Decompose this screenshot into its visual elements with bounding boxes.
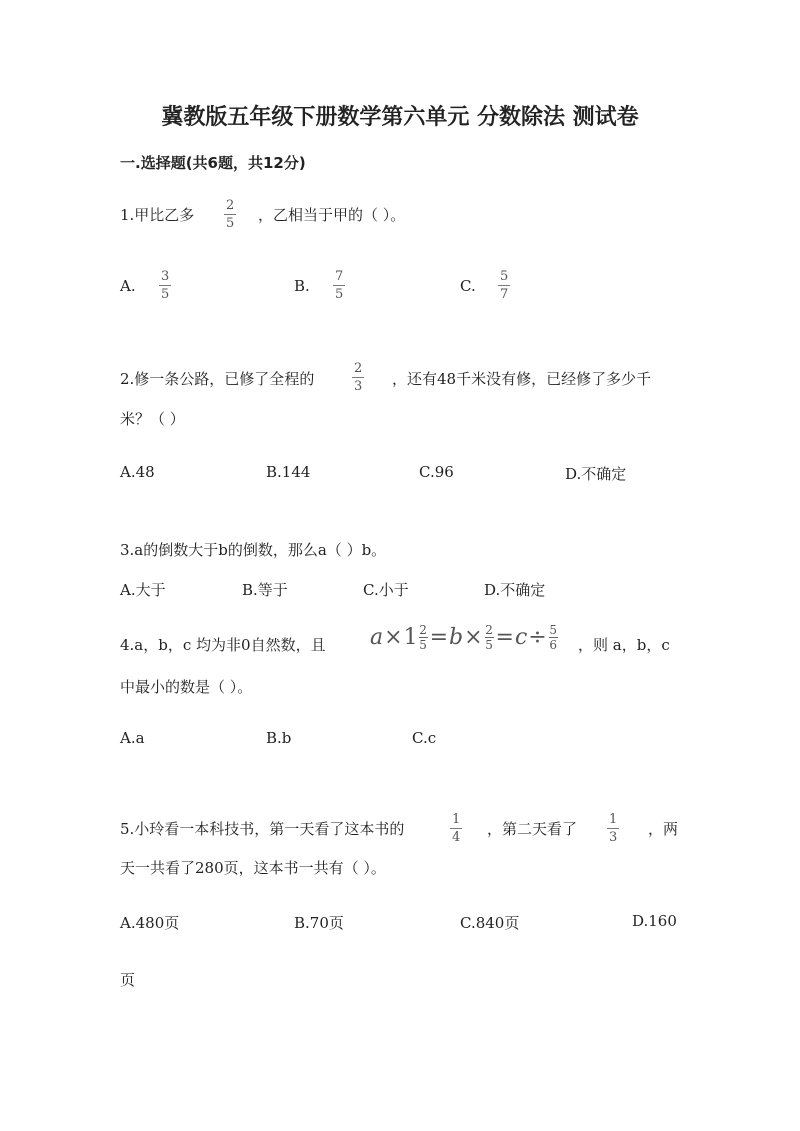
- question-5-text-cont2: ，两: [648, 820, 679, 838]
- fraction-numerator: 5: [549, 623, 558, 637]
- question-1-text: 1.甲比乙多: [120, 206, 195, 224]
- var-a: a: [370, 625, 384, 650]
- q1-option-c-label[interactable]: C.: [460, 277, 476, 295]
- fraction-denominator: 5: [335, 287, 344, 302]
- question-5-text-cont: ，第二天看了: [487, 820, 578, 838]
- q1-option-a-fraction: [159, 270, 171, 301]
- formula-fraction-2: [485, 624, 494, 651]
- question-3-text: 3.a的倒数大于b的倒数，那么a（ ）b。: [120, 541, 387, 559]
- q5-option-a[interactable]: A.480页: [120, 914, 180, 932]
- q4-option-b[interactable]: B.b: [266, 729, 292, 747]
- var-c: c: [514, 625, 528, 650]
- q2-option-b[interactable]: B.144: [266, 463, 311, 481]
- formula-fraction-3: [549, 624, 558, 651]
- question-2-text-line2: 米？（ ）: [120, 410, 185, 428]
- section-heading: 一.选择题(共6题，共12分): [120, 154, 306, 172]
- fraction-denominator: 5: [161, 287, 170, 302]
- fraction-denominator: 5: [485, 638, 493, 652]
- fraction-numerator: 5: [500, 269, 509, 284]
- question-1-text-cont: ，乙相当于甲的（ ）。: [258, 206, 406, 224]
- fraction-denominator: 4: [452, 830, 461, 845]
- fraction-denominator: 3: [354, 379, 363, 394]
- fraction-denominator: 3: [609, 830, 618, 845]
- q4-option-a[interactable]: A.a: [120, 729, 145, 747]
- fraction-numerator: 2: [485, 623, 493, 637]
- question-5-text: 5.小玲看一本科技书，第一天看了这本书的: [120, 820, 405, 838]
- q3-option-c[interactable]: C.小于: [363, 581, 409, 599]
- q3-option-b[interactable]: B.等于: [242, 581, 288, 599]
- question-2-fraction: [352, 362, 364, 393]
- q4-option-c[interactable]: C.c: [412, 729, 437, 747]
- q3-option-a[interactable]: A.大于: [120, 581, 166, 599]
- fraction-denominator: 5: [419, 638, 427, 652]
- question-2-text: 2.修一条公路，已修了全程的: [120, 370, 315, 388]
- equals-symbol: =: [429, 625, 448, 650]
- question-5-fraction-1: [450, 813, 462, 844]
- question-4-formula: [370, 624, 559, 651]
- fraction-numerator: 2: [419, 623, 427, 637]
- mixed-whole: 1: [403, 625, 418, 650]
- question-1-fraction: [224, 199, 236, 230]
- q2-option-c[interactable]: C.96: [419, 463, 454, 481]
- q2-option-d[interactable]: D.不确定: [565, 465, 627, 483]
- equals-symbol: =: [495, 625, 514, 650]
- fraction-denominator: 7: [500, 287, 509, 302]
- question-2-text-cont: ，还有48千米没有修，已经修了多少千: [392, 370, 652, 388]
- q5-option-d[interactable]: D.160: [632, 912, 677, 930]
- q1-option-a-label[interactable]: A.: [120, 277, 136, 295]
- q5-option-c[interactable]: C.840页: [460, 914, 520, 932]
- question-5-fraction-2: [607, 813, 619, 844]
- q1-option-c-fraction: [498, 270, 510, 301]
- fraction-numerator: 2: [226, 198, 235, 213]
- times-symbol: ×: [464, 625, 483, 650]
- var-b: b: [449, 625, 464, 650]
- fraction-numerator: 1: [452, 812, 461, 827]
- question-4-text: 4.a，b，c 均为非0自然数，且: [120, 636, 326, 654]
- fraction-numerator: 3: [161, 269, 170, 284]
- page-title: 冀教版五年级下册数学第六单元 分数除法 测试卷: [161, 105, 639, 130]
- fraction-numerator: 7: [335, 269, 344, 284]
- fraction-numerator: 2: [354, 361, 363, 376]
- question-5-text-line2: 天一共看了280页，这本书一共有（ ）。: [120, 859, 386, 877]
- q5-option-d-wrap: 页: [120, 971, 136, 989]
- question-4-text-cont: ，则 a，b，c: [578, 636, 670, 654]
- question-4-text-line2: 中最小的数是（ ）。: [120, 678, 253, 696]
- q2-option-a[interactable]: A.48: [120, 463, 155, 481]
- fraction-denominator: 5: [226, 216, 235, 231]
- fraction-numerator: 1: [609, 812, 618, 827]
- divide-symbol: ÷: [528, 625, 547, 650]
- formula-fraction-1: [419, 624, 428, 651]
- times-symbol: ×: [384, 625, 403, 650]
- q1-option-b-fraction: [333, 270, 345, 301]
- fraction-denominator: 6: [549, 638, 558, 652]
- q5-option-b[interactable]: B.70页: [294, 914, 344, 932]
- q1-option-b-label[interactable]: B.: [294, 277, 310, 295]
- q3-option-d[interactable]: D.不确定: [484, 581, 546, 599]
